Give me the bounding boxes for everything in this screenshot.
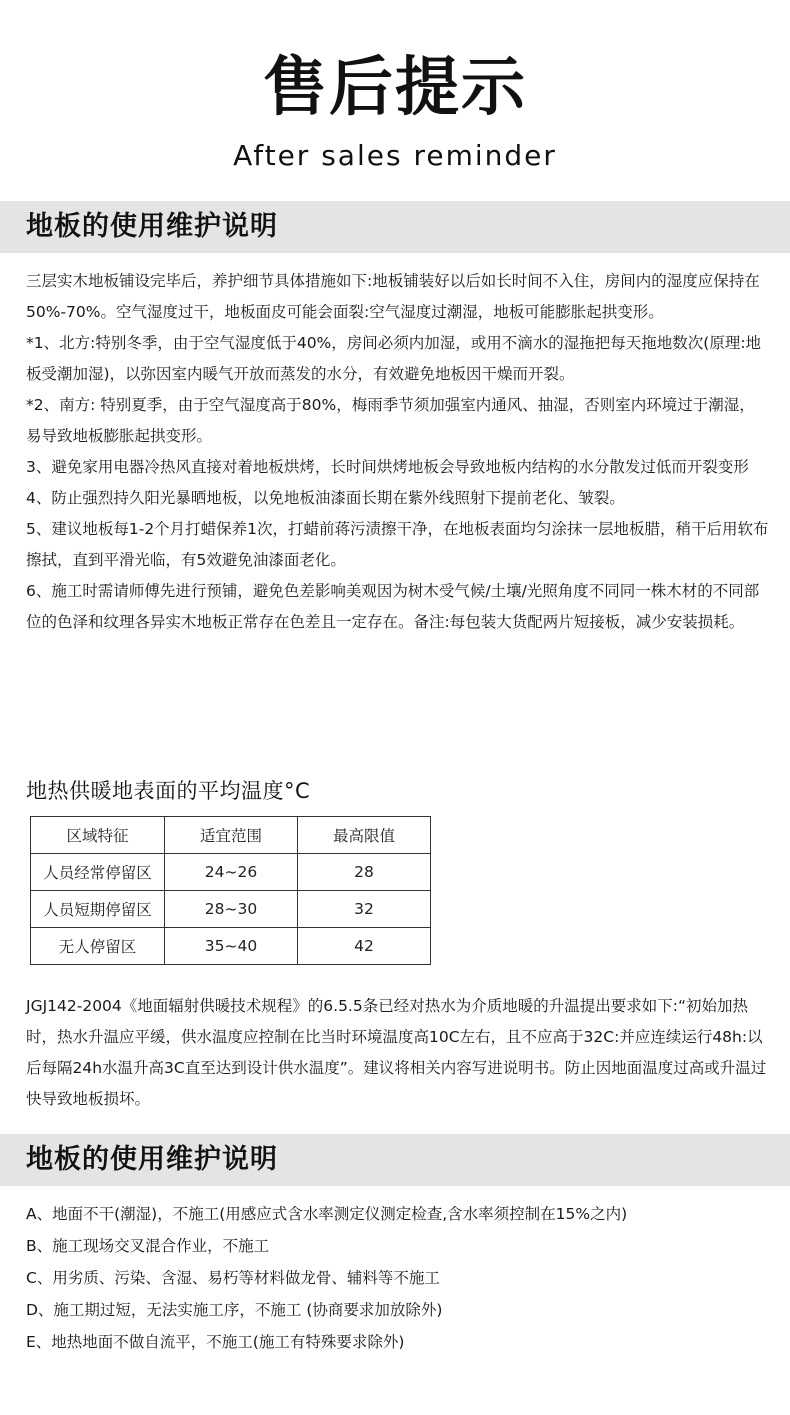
paragraph: 5、建议地板每1-2个月打蜡保养1次，打蜡前蒋污渍擦干净，在地板表面均匀涂抹一层地板腊，稍干后用软布擦拭，直到平滑光临，有5效避免油漆面老化。 — [26, 520, 769, 569]
table-row — [31, 928, 431, 965]
paragraph: *2、南方: 特别夏季，由于空气湿度高于80%，梅雨季节须加强室内通风、抽湿，否则室内环境过于潮湿，易导致地板膨胀起拱变形。 — [26, 396, 755, 445]
installation-conditions — [26, 1198, 770, 1358]
table-cell: 28~30 — [165, 891, 298, 928]
list-item: C、用劣质、污染、含湿、易朽等材料做龙骨、辅料等不施工 — [26, 1269, 440, 1287]
table-cell: 人员经常停留区 — [31, 854, 165, 891]
paragraph: 4、防止强烈持久阳光暴晒地板，以免地板油漆面长期在紫外线照射下提前老化、皱裂。 — [26, 489, 625, 507]
header-cell: 最高限值 — [298, 817, 431, 854]
table-row — [31, 891, 431, 928]
page-header — [0, 0, 790, 200]
list-item: B、施工现场交叉混合作业，不施工 — [26, 1237, 270, 1255]
table-cell: 35~40 — [165, 928, 298, 965]
section-title: 地板的使用维护说明 — [26, 1144, 278, 1175]
paragraph: 6、施工时需请师傅先进行预铺，避免色差影响美观因为树木受气候/土壤/光照角度不同同一株木材的不同部位的色泽和纹理各异实木地板正常存在色差且一定存在。备注:每包装大货配两片短接板，减少安装损耗。 — [26, 582, 760, 631]
paragraph: *1、北方:特别冬季，由于空气湿度低于40%，房间必须内加湿，或用不滴水的湿拖把每天拖地数次(原理:地板受潮加湿)，以弥因室内暖气开放而蒸发的水分，有效避免地板因干燥而开裂。 — [26, 334, 762, 383]
paragraph: 三层实木地板铺设完毕后，养护细节具体措施如下:地板铺装好以后如长时间不入住，房间内的湿度应保持在50%-70%。空气湿度过干，地板面皮可能会面裂:空气湿度过潮湿，地板可能膨胀起拱变形。 — [26, 272, 760, 321]
temperature-title: 地热供暖地表面的平均温度°C — [26, 779, 311, 803]
header-cell: 区域特征 — [31, 817, 165, 854]
temperature-table — [30, 816, 431, 965]
header-cell: 适宜范围 — [165, 817, 298, 854]
list-item: E、地热地面不做自流平，不施工(施工有特殊要求除外) — [26, 1333, 405, 1351]
list-item: D、施工期过短，无法实施工序，不施工 (协商要求加放除外) — [26, 1301, 443, 1319]
table-cell: 人员短期停留区 — [31, 891, 165, 928]
table-cell: 无人停留区 — [31, 928, 165, 965]
maintenance-text — [26, 266, 770, 638]
table-cell: 42 — [298, 928, 431, 965]
page-subtitle: After sales reminder — [233, 139, 557, 172]
section-header-maintenance — [0, 201, 790, 253]
table-cell: 32 — [298, 891, 431, 928]
standard-note — [26, 991, 770, 1115]
table-cell: 28 — [298, 854, 431, 891]
paragraph: 3、避免家用电器冷热风直接对着地板烘烤，长时间烘烤地板会导致地板内结构的水分散发过低而开裂变形 — [26, 458, 749, 476]
page-title: 售后提示 — [263, 51, 527, 125]
section-title: 地板的使用维护说明 — [26, 211, 278, 242]
list-item: A、地面不干(潮湿)，不施工(用感应式含水率测定仪测定检查,含水率须控制在15%之内) — [26, 1205, 628, 1223]
paragraph: JGJ142-2004《地面辐射供暖技术规程》的6.5.5条已经对热水为介质地暖的升温提出要求如下:“初始加热时，热水升温应平缓，供水温度应控制在比当时环境温度高10C左右，且不应高于32C:并应连续运行48h:以后每隔24h水温升高3C直至达到设计供水温度”。建议将相关内容写进说明书。防止因地面温度过高或升温过快导致地板损坏。 — [26, 997, 767, 1108]
table-row — [31, 854, 431, 891]
section-header-installation — [0, 1134, 790, 1186]
table-header-row — [31, 817, 431, 854]
table-cell: 24~26 — [165, 854, 298, 891]
